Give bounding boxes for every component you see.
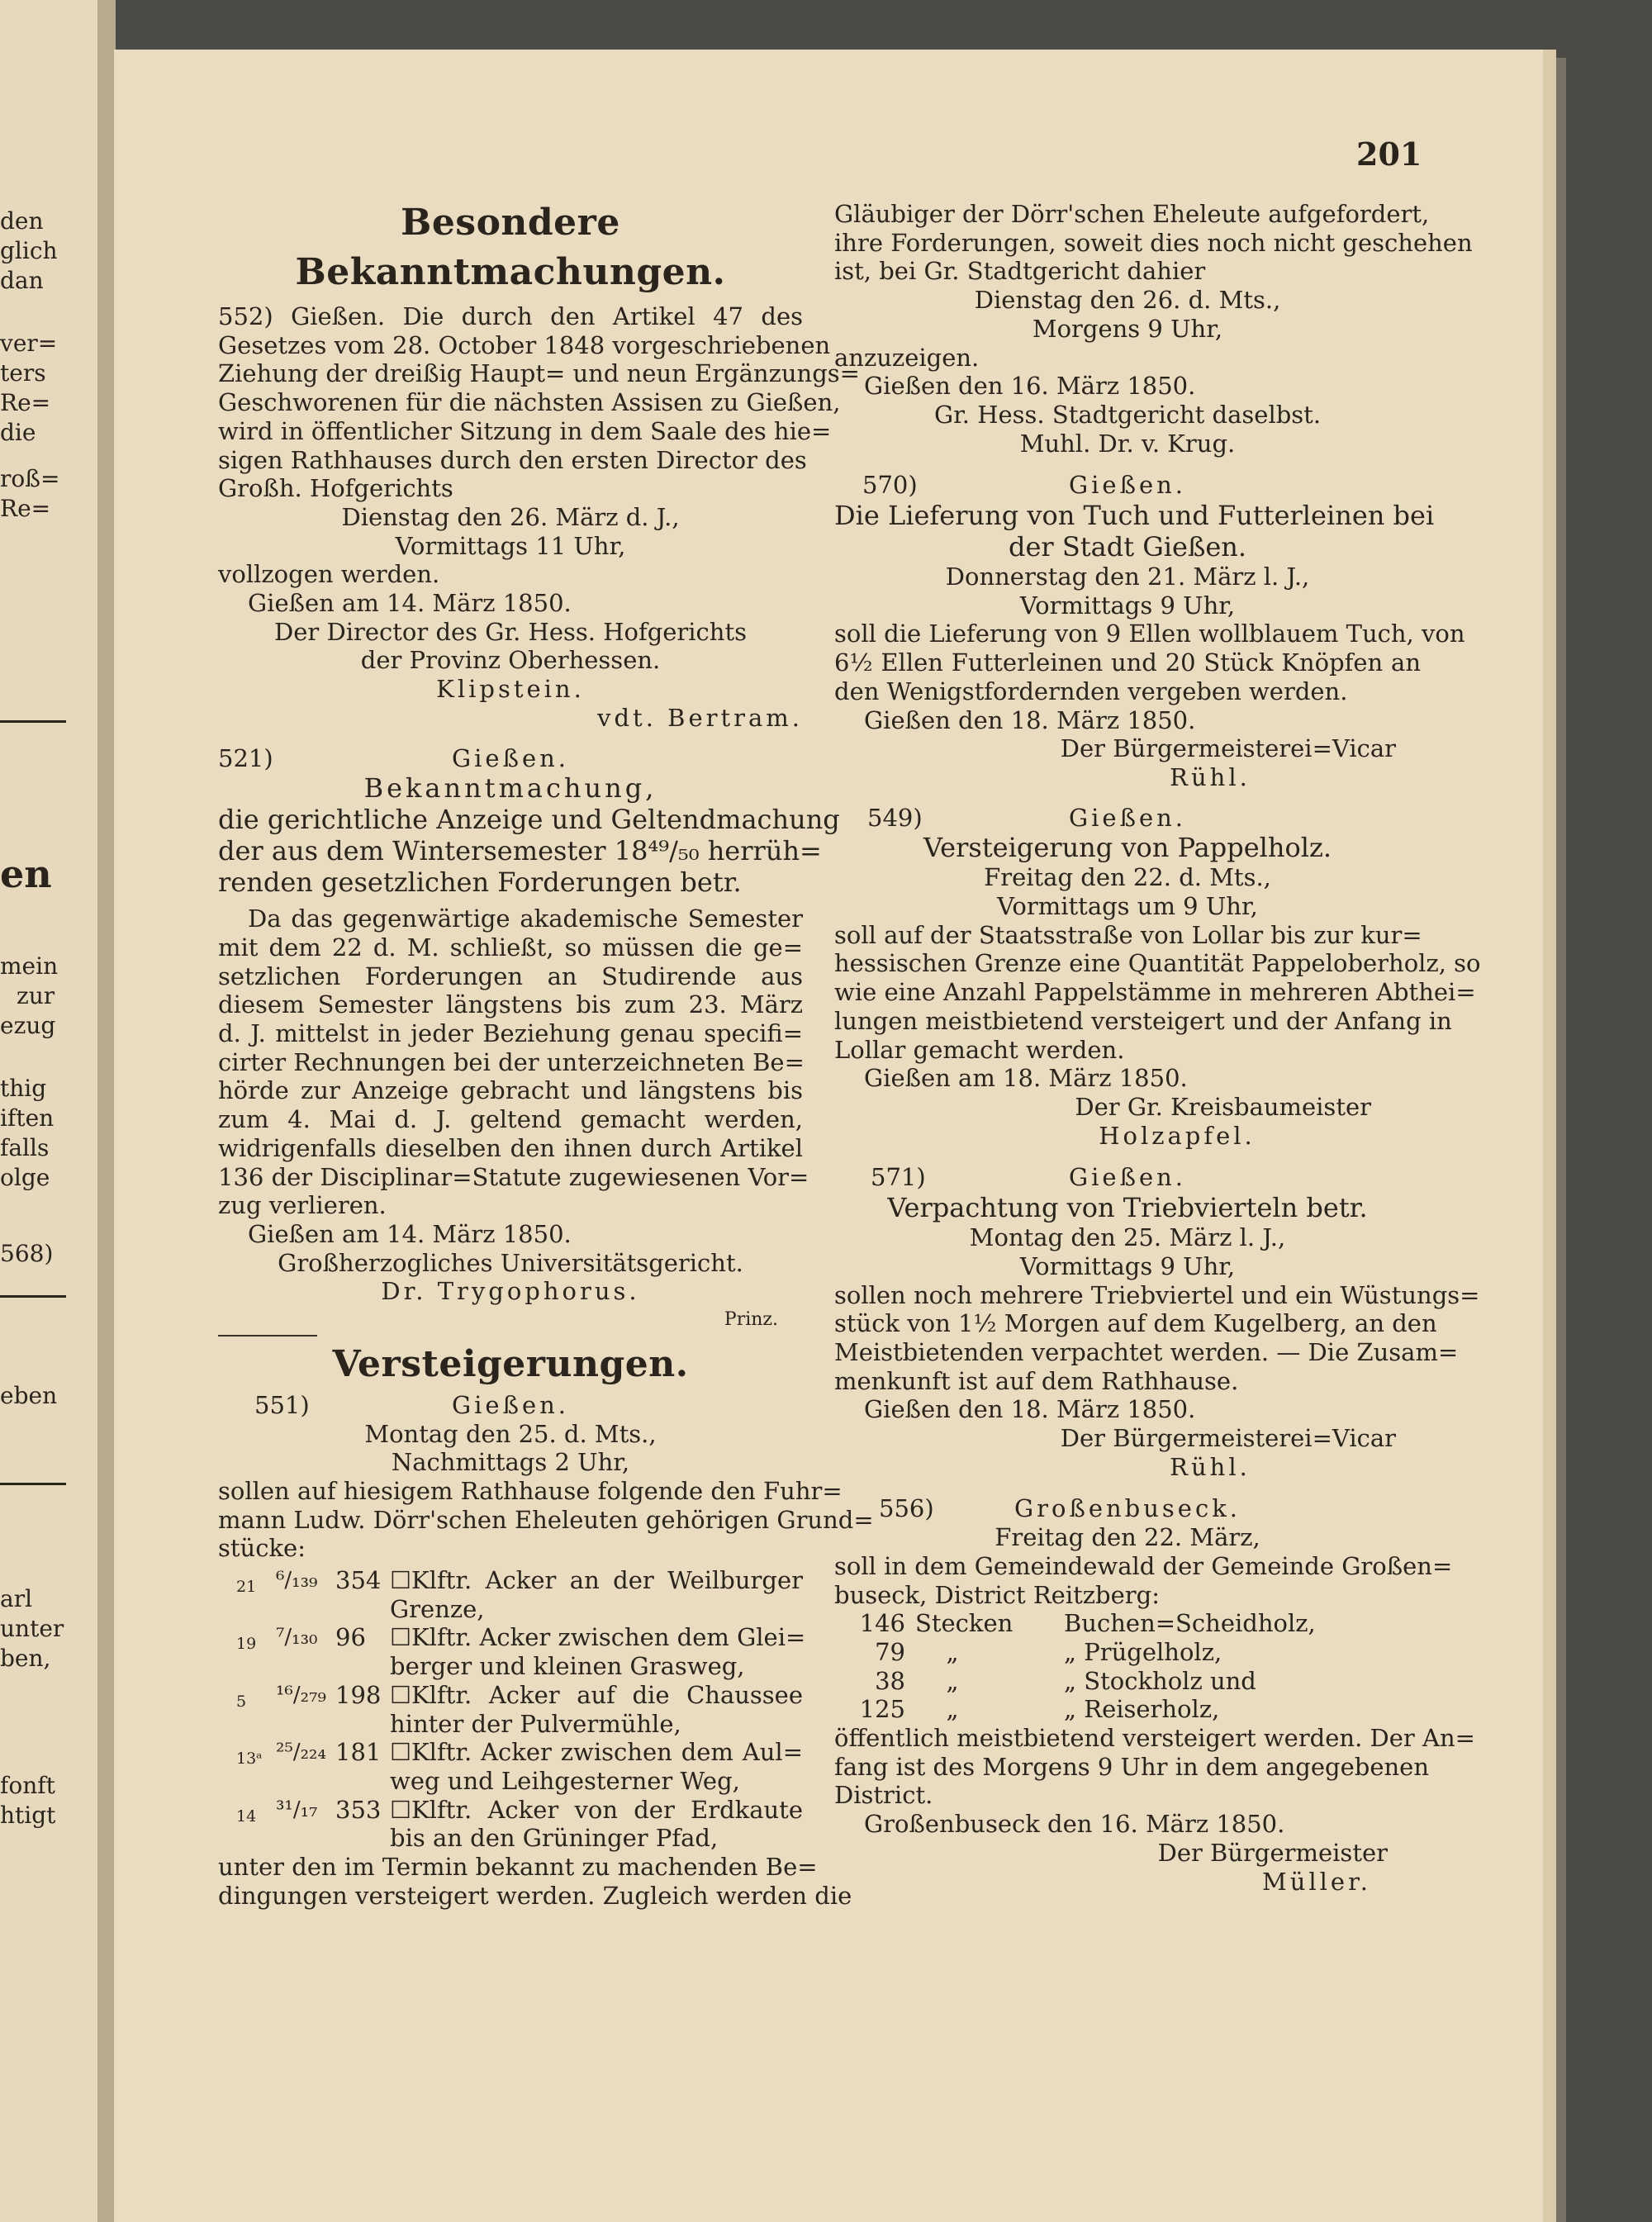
notice-text: Gesetzes vom 28. October 1848 vorgeschriebenen <box>218 330 831 359</box>
notice-place: Großenbuseck. <box>1014 1494 1241 1523</box>
notice-heading: Verpachtung von Triebvierteln betr. <box>887 1192 1368 1224</box>
place-date: Gießen den 16. März 1850. <box>864 372 1196 401</box>
wood-type: „ Reiserholz, <box>1064 1695 1220 1724</box>
notice-text: 136 der Disciplinar=Statute zugewiesenen Vor= <box>218 1162 809 1191</box>
notice-text: hessischen Grenze eine Quantität Pappeloberholz, so <box>834 949 1481 978</box>
signature-name: Dr. Trygophorus. <box>381 1277 640 1306</box>
notice-text: anzuzeigen. <box>834 343 980 372</box>
right-column <box>834 200 1481 1896</box>
notice-551 <box>218 1390 874 1911</box>
notice-subject: renden gesetzlichen Forderungen betr. <box>218 866 742 899</box>
signature: Großherzogliches Universitätsgericht. <box>278 1248 743 1277</box>
notice-text: d. J. mittelst in jeder Beziehung genau specifi= <box>218 1019 803 1048</box>
notice-text: Meistbietenden verpachtet werden. — Die Zusam= <box>834 1337 1459 1366</box>
notice-date: Donnerstag den 21. März l. J., <box>945 563 1310 591</box>
left-column <box>218 198 874 1910</box>
notice-heading: Die Lieferung von Tuch und Futterleinen bei <box>834 500 1435 532</box>
signature-name: Holzapfel. <box>1099 1121 1256 1150</box>
edge-text: falls <box>0 1134 50 1161</box>
notice-text: widrigenfalls dieselben den ihnen durch Artikel <box>218 1133 803 1162</box>
notice-text: mann Ludw. Dörr'schen Eheleuten gehörigen Grund= <box>218 1505 874 1534</box>
signature-name: Rühl. <box>1170 762 1251 791</box>
parcel-size: 198 <box>335 1680 382 1709</box>
parcel-row <box>236 1623 806 1681</box>
notice-text: Lollar gemacht werden. <box>834 1035 1125 1064</box>
wood-qty: 146 <box>859 1609 905 1638</box>
wood-qty: 38 <box>875 1666 905 1695</box>
notice-text: Da das gegenwärtige akademische Semester <box>248 904 803 933</box>
parcel-row <box>236 1738 803 1795</box>
notice-number: 570) <box>862 471 918 500</box>
signature-name: Rühl. <box>1170 1452 1251 1481</box>
signature: Der Gr. Kreisbaumeister <box>1075 1092 1371 1121</box>
signature-name: Prinz. <box>724 1309 778 1331</box>
notice-time: Nachmittags 2 Uhr, <box>391 1448 630 1477</box>
parcel-list <box>218 1566 806 1853</box>
edge-text: arl <box>0 1585 33 1612</box>
wood-qty: 125 <box>859 1695 905 1724</box>
edge-text: htigt <box>0 1802 56 1829</box>
parcel-flur: 19 <box>236 1635 257 1654</box>
parcel-desc: Grenze, <box>390 1594 485 1623</box>
notice-time: Vormittags 9 Uhr, <box>1019 591 1236 620</box>
section-title-special-notices: Besondere Bekanntmachungen. <box>295 202 726 293</box>
wood-list <box>834 1609 1421 1724</box>
notice-text: Großh. Hofgerichts <box>218 474 453 503</box>
signature: der Provinz Oberhessen. <box>360 646 661 675</box>
notice-place: Gießen. <box>1068 471 1187 500</box>
notice-text: Gläubiger der Dörr'schen Eheleute aufgefordert, <box>834 200 1430 228</box>
signature: Der Bürgermeisterei=Vicar <box>1060 734 1396 763</box>
notice-text: zug verlieren. <box>218 1191 387 1220</box>
notice-time: Morgens 9 Uhr, <box>1032 314 1223 343</box>
edge-text: roß= <box>0 465 60 492</box>
notice-heading: Bekanntmachung, <box>363 772 657 805</box>
edge-text: 568) <box>0 1240 54 1267</box>
notice-place: Gießen. <box>1068 803 1187 832</box>
notice-text: wie eine Anzahl Pappelstämme in mehreren Abthei= <box>834 978 1476 1007</box>
parcel-flur: 13ᵃ <box>236 1750 263 1769</box>
parcel-desc: hinter der Pulvermühle, <box>390 1709 681 1738</box>
section-title-auctions: Versteigerungen. <box>332 1342 689 1385</box>
parcel-flur: 21 <box>236 1578 257 1597</box>
notice-text: buseck, District Reitzberg: <box>834 1580 1160 1609</box>
parcel-desc: weg und Leihgesterner Weg, <box>390 1766 740 1795</box>
place-date: Gießen den 18. März 1850. <box>864 1395 1196 1424</box>
notice-text: soll in dem Gemeindewald der Gemeinde Großen= <box>834 1551 1453 1580</box>
notice-text: menkunft ist auf dem Rathhause. <box>834 1366 1239 1395</box>
notice-text: ist, bei Gr. Stadtgericht dahier <box>834 257 1206 286</box>
notice-text: Gießen. Die durch den Artikel 47 des <box>291 302 803 330</box>
edge-text: mein <box>0 952 59 980</box>
notice-text: unter den im Termin bekannt zu machenden Be= <box>218 1853 818 1882</box>
edge-text: unter <box>0 1615 64 1642</box>
notice-heading: der Stadt Gießen. <box>1008 531 1247 563</box>
notice-number: 571) <box>871 1163 926 1192</box>
wood-type: „ Prügelholz, <box>1064 1637 1222 1666</box>
notice-text: cirter Rechnungen bei der unterzeichneten Be= <box>218 1047 805 1076</box>
wood-row <box>841 1609 1421 1638</box>
wood-row <box>841 1667 1421 1696</box>
notice-date: Montag den 25. März l. J., <box>969 1223 1286 1252</box>
notice-text: stücke: <box>218 1534 306 1563</box>
parcel-size: 96 <box>335 1623 366 1652</box>
notice-time: Vormittags um 9 Uhr, <box>997 892 1258 921</box>
edge-text: ezug <box>0 1012 56 1039</box>
notice-text: Geschworenen für die nächsten Assisen zu Gießen, <box>218 388 841 417</box>
notice-text: zum 4. Mai d. J. geltend gemacht werden, <box>218 1105 803 1134</box>
notice-date: Freitag den 22. d. Mts., <box>984 863 1271 892</box>
signature-name: Müller. <box>1262 1867 1371 1896</box>
notice-552 <box>218 302 860 733</box>
edge-text: glich <box>0 237 58 264</box>
edge-text: Re= <box>0 389 51 416</box>
edge-text: den <box>0 207 44 235</box>
edge-text: fonft <box>0 1772 55 1799</box>
notice-text: den Wenigstfordernden vergeben werden. <box>834 677 1348 705</box>
place-date: Gießen am 18. März 1850. <box>864 1064 1188 1093</box>
notice-text: wird in öffentlicher Sitzung in dem Saale des hie= <box>218 416 832 445</box>
notice-date: Dienstag den 26. März d. J., <box>341 502 680 531</box>
edge-text: olge <box>0 1164 50 1191</box>
notice-subject: der aus dem Wintersemester 18⁴⁹/₅₀ herrüh= <box>218 835 822 867</box>
signature-name: Klipstein. <box>436 675 585 704</box>
notice-number: 521) <box>218 743 273 772</box>
parcel-desc: bis an den Grüninger Pfad, <box>390 1824 719 1853</box>
wood-unit: Stecken <box>915 1609 1014 1638</box>
notice-place: Gießen. <box>451 1390 570 1419</box>
notice-text: vollzogen werden. <box>218 560 440 589</box>
parcel-number: ³¹/₁₇ <box>276 1797 318 1822</box>
parcel-desc: ☐Klftr. Acker zwischen dem Aul= <box>390 1738 803 1767</box>
parcel-number: ⁷/₁₃₀ <box>276 1625 318 1650</box>
notice-text: Ziehung der dreißig Haupt= und neun Ergänzungs= <box>218 359 860 388</box>
notice-text: stück von 1½ Morgen auf dem Kugelberg, an den <box>834 1309 1437 1338</box>
page-number: 201 <box>1356 135 1422 173</box>
notice-text: fang ist des Morgens 9 Uhr in dem angegebenen <box>834 1752 1430 1781</box>
edge-text: ters <box>0 359 46 387</box>
notice-time: Vormittags 11 Uhr, <box>395 531 626 560</box>
wood-unit: „ <box>946 1666 959 1695</box>
parcel-flur: 5 <box>236 1692 247 1711</box>
notice-place: Gießen. <box>451 743 570 772</box>
signature: Der Director des Gr. Hess. Hofgerichts <box>273 617 748 646</box>
place-date: Gießen am 14. März 1850. <box>248 1219 572 1248</box>
wood-row <box>841 1638 1421 1667</box>
wood-type: „ Stockholz und <box>1064 1666 1256 1695</box>
notice-number: 556) <box>879 1494 934 1523</box>
parcel-number: ¹⁶/₂₇₉ <box>276 1682 326 1707</box>
notice-date: Dienstag den 26. d. Mts., <box>974 286 1281 315</box>
parcel-flur: 14 <box>236 1807 257 1826</box>
notice-text: soll auf der Staatsstraße von Lollar bis zur kur= <box>834 920 1422 949</box>
notice-text: öffentlich meistbietend versteigert werden. Der An= <box>834 1724 1475 1753</box>
notice-text: sollen auf hiesigem Rathhause folgende den Fuhr= <box>218 1476 843 1505</box>
signature-name: Muhl. Dr. v. Krug. <box>1019 429 1236 458</box>
notice-571 <box>834 1163 1480 1481</box>
notice-text: 6½ Ellen Futterleinen und 20 Stück Knöpfen an <box>834 648 1421 677</box>
notice-text: sollen noch mehrere Triebviertel und ein Wüstungs= <box>834 1280 1480 1309</box>
parcel-number: ²⁵/₂₂₄ <box>276 1740 326 1765</box>
notice-text: hörde zur Anzeige gebracht und längstens bis <box>218 1076 803 1105</box>
parcel-row <box>236 1566 803 1623</box>
edge-text: zur <box>17 982 55 1009</box>
notice-text: District. <box>834 1781 933 1810</box>
notice-text: sigen Rathhauses durch den ersten Director des <box>218 445 807 474</box>
notice-place: Gießen. <box>1068 1163 1187 1192</box>
signature: Der Bürgermeister <box>1157 1838 1388 1867</box>
signature: Der Bürgermeisterei=Vicar <box>1060 1424 1396 1453</box>
parcel-desc: ☐Klftr. Acker von der Erdkaute <box>390 1795 803 1824</box>
edge-text: ben, <box>0 1645 51 1672</box>
notice-text: setzlichen Forderungen an Studirende aus <box>218 961 803 990</box>
notice-number: 549) <box>867 803 923 832</box>
notice-date: Freitag den 22. März, <box>995 1523 1260 1552</box>
place-date: Gießen am 14. März 1850. <box>248 589 572 618</box>
parcel-size: 181 <box>335 1738 382 1767</box>
edge-text: die <box>0 419 36 446</box>
notice-text: ihre Forderungen, soweit dies noch nicht geschehen <box>834 228 1473 257</box>
notice-time: Vormittags 9 Uhr, <box>1019 1251 1236 1280</box>
parcel-desc: ☐Klftr. Acker zwischen dem Glei= <box>390 1623 806 1652</box>
notice-subject: die gerichtliche Anzeige und Geltendmachung <box>218 804 840 836</box>
section-divider <box>218 1335 317 1337</box>
edge-text: ver= <box>0 330 58 357</box>
notice-551-continued <box>834 200 1473 458</box>
edge-text: en <box>0 852 52 896</box>
edge-text: iften <box>0 1104 55 1132</box>
notice-date: Montag den 25. d. Mts., <box>364 1419 657 1448</box>
wood-unit: „ <box>946 1695 959 1724</box>
wood-type: Buchen=Scheidholz, <box>1064 1609 1316 1638</box>
wood-qty: 79 <box>875 1637 905 1666</box>
notice-text: mit dem 22 d. M. schließt, so müssen die ge= <box>218 933 803 961</box>
notice-549 <box>834 803 1481 1151</box>
notice-heading: Versteigerung von Pappelholz. <box>923 832 1332 864</box>
signature: Gr. Hess. Stadtgericht daselbst. <box>933 400 1322 429</box>
parcel-desc: ☐Klftr. Acker an der Weilburger <box>390 1566 803 1595</box>
notice-text: soll die Lieferung von 9 Ellen wollblauem Tuch, von <box>834 620 1465 648</box>
parcel-desc: berger und kleinen Grasweg, <box>390 1652 745 1681</box>
place-date: Großenbuseck den 16. März 1850. <box>864 1810 1285 1839</box>
edge-text: dan <box>0 267 44 294</box>
notice-570 <box>834 471 1465 791</box>
wood-row <box>841 1695 1421 1724</box>
notice-number: 551) <box>254 1390 310 1419</box>
notice-text: lungen meistbietend versteigert und der Anfang in <box>834 1006 1452 1035</box>
parcel-number: ⁶/₁₃₉ <box>276 1568 318 1593</box>
parcel-size: 353 <box>335 1795 382 1824</box>
notice-556 <box>834 1494 1475 1896</box>
edge-text: thig <box>0 1075 47 1102</box>
notice-521 <box>218 743 840 1335</box>
notice-text: diesem Semester längstens bis zum 23. März <box>218 990 803 1019</box>
notice-text: dingungen versteigert werden. Zugleich werden die <box>218 1881 852 1910</box>
signature-name: vdt. Bertram. <box>597 703 803 732</box>
wood-unit: „ <box>946 1637 959 1666</box>
edge-text: Re= <box>0 495 51 522</box>
edge-text: eben <box>0 1382 58 1409</box>
parcel-row <box>236 1796 803 1853</box>
place-date: Gießen den 18. März 1850. <box>864 705 1196 734</box>
parcel-size: 354 <box>335 1566 382 1595</box>
parcel-desc: ☐Klftr. Acker auf die Chaussee <box>390 1680 803 1709</box>
parcel-row <box>236 1681 803 1738</box>
notice-number: 552) <box>218 302 273 330</box>
